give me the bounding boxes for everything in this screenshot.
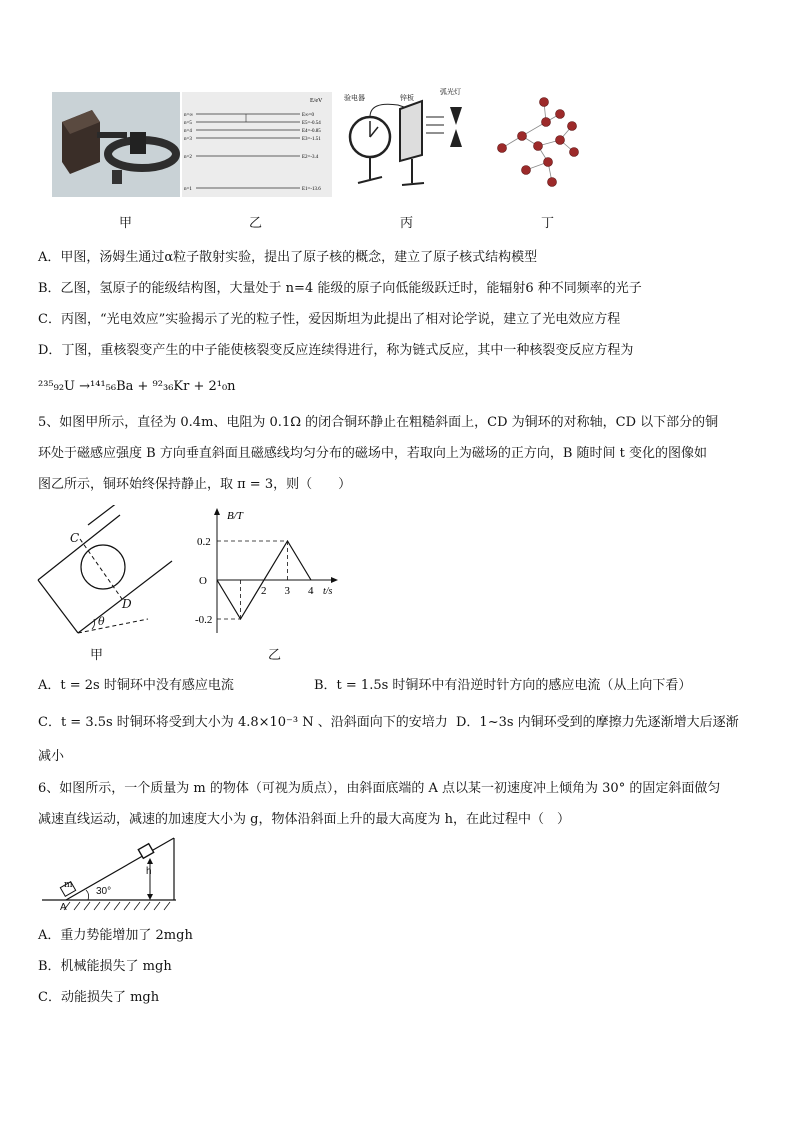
figure-yi-energy-levels bbox=[182, 92, 332, 197]
q6-stem-2: 减速直线运动，减速的加速度大小为 g，物体沿斜面上升的最大高度为 h，在此过程中（ ） bbox=[38, 812, 570, 827]
nucleus-node bbox=[556, 110, 565, 119]
electroscope-icon bbox=[340, 95, 470, 195]
nucleus-node bbox=[522, 166, 531, 175]
caption-jia: 甲 bbox=[119, 216, 133, 231]
q6-option-c: C．动能损失了 mgh bbox=[38, 990, 160, 1005]
x-axis-label: t/s bbox=[323, 586, 333, 597]
energy-level-e: E∞=0 bbox=[302, 113, 314, 118]
q5-option-b: B．t = 1.5s 时铜环中有沿逆时针方向的感应电流（从上向下看） bbox=[314, 678, 692, 693]
label-height: h bbox=[146, 866, 152, 877]
q5-stem-2: 环处于磁感应强度 B 方向垂直斜面且磁感线均匀分布的磁场中，若取向上为磁场的正方向，B 随时间 t 变化的图像如 bbox=[38, 446, 707, 461]
caption-yi: 乙 bbox=[249, 216, 263, 231]
energy-level-e: E2=-3.4 bbox=[302, 155, 319, 160]
q5-stem-3: 图乙所示，铜环始终保持静止，取 π = 3，则（ ） bbox=[38, 477, 352, 492]
caption-ding: 丁 bbox=[541, 216, 555, 231]
x-tick-label: 3 bbox=[284, 585, 290, 597]
nucleus-node bbox=[518, 132, 527, 141]
y-tick-label: -0.2 bbox=[195, 614, 213, 626]
chain-reaction-icon bbox=[482, 92, 602, 197]
energy-level-e: E1=-13.6 bbox=[302, 187, 321, 192]
q5-figure-jia bbox=[36, 505, 176, 640]
caption-q5-jia: 甲 bbox=[90, 648, 104, 663]
energy-level-n: n=∞ bbox=[184, 113, 193, 118]
label-arc-lamp: 弧光灯 bbox=[440, 88, 461, 96]
y-tick-label: 0.2 bbox=[197, 536, 211, 548]
x-tick-label: 4 bbox=[308, 585, 314, 597]
caption-bing: 丙 bbox=[400, 216, 414, 231]
caption-q5-yi: 乙 bbox=[268, 648, 282, 663]
x-tick-label: 2 bbox=[261, 585, 267, 597]
energy-level-n: n=4 bbox=[184, 129, 192, 134]
q6-incline-figure bbox=[40, 836, 180, 916]
y-axis-label: B/T bbox=[227, 510, 243, 522]
q4-option-a: A．甲图，汤姆生通过α粒子散射实验，提出了原子核的概念，建立了原子核式结构模型 bbox=[38, 250, 538, 265]
q4-fission-equation: ²³⁵₉₂U →¹⁴¹₅₆Ba + ⁹²₃₆Kr + 2¹₀n bbox=[38, 379, 236, 394]
label-angle: 30° bbox=[96, 886, 112, 897]
copper-ring bbox=[81, 545, 125, 589]
q5-option-d: D．1~3s 内铜环受到的摩擦力先逐渐增大后逐渐 bbox=[456, 715, 739, 730]
nucleus-node bbox=[534, 142, 543, 151]
nucleus-node bbox=[548, 178, 557, 187]
label-zinc-plate: 锌板 bbox=[400, 94, 414, 102]
q5-option-a: A．t = 2s 时铜环中没有感应电流 bbox=[38, 678, 234, 693]
q6-option-a: A．重力势能增加了 2mgh bbox=[38, 928, 193, 943]
label-electroscope: 验电器 bbox=[344, 94, 365, 102]
label-d: D bbox=[122, 597, 132, 611]
rutherford-apparatus-icon bbox=[52, 92, 180, 197]
q5-option-d-cont: 减小 bbox=[38, 749, 65, 764]
label-mass-m: m bbox=[64, 880, 73, 890]
energy-level-e: E5=-0.54 bbox=[302, 121, 321, 126]
q4-option-c: C．丙图，“光电效应”实验揭示了光的粒子性，爱因斯坦为此提出了相对论学说，建立了光电效应方程 bbox=[38, 312, 621, 327]
q5-option-c: C．t = 3.5s 时铜环将受到大小为 4.8×10⁻³ N 、沿斜面向下的安培力 bbox=[38, 715, 448, 730]
q4-option-d: D．丁图，重核裂变产生的中子能使核裂变反应连续得进行，称为链式反应，其中一种核裂变反应方程为 bbox=[38, 343, 634, 358]
nucleus-node bbox=[570, 148, 579, 157]
energy-level-n: n=1 bbox=[184, 187, 192, 192]
nucleus-node bbox=[542, 118, 551, 127]
label-theta: θ bbox=[98, 615, 105, 628]
energy-level-n: n=3 bbox=[184, 137, 192, 142]
energy-level-e: E4=-0.85 bbox=[302, 129, 321, 134]
q6-option-b: B．机械能损失了 mgh bbox=[38, 959, 172, 974]
figure-bing-photoelectric bbox=[340, 88, 470, 195]
nucleus-node bbox=[540, 98, 549, 107]
origin-label: O bbox=[199, 575, 207, 587]
nucleus-node bbox=[568, 122, 577, 131]
nucleus-node bbox=[556, 136, 565, 145]
q6-stem-1: 6、如图所示，一个质量为 m 的物体（可视为质点），由斜面底端的 A 点以某一初速度冲上倾角为 30° 的固定斜面做匀 bbox=[38, 781, 721, 796]
energy-level-n: n=5 bbox=[184, 121, 192, 126]
nucleus-node bbox=[498, 144, 507, 153]
figure-jia-photo bbox=[52, 92, 180, 197]
q5-figure-yi-graph bbox=[195, 505, 345, 640]
energy-level-e: E3=-1.51 bbox=[302, 137, 321, 142]
nucleus-node bbox=[544, 158, 553, 167]
label-c: C bbox=[70, 531, 80, 545]
label-point-a: A bbox=[60, 902, 67, 913]
q5-stem-1: 5、如图甲所示，直径为 0.4m、电阻为 0.1Ω 的闭合铜环静止在粗糙斜面上，CD 为铜环的对称轴，CD 以下部分的铜 bbox=[38, 415, 719, 430]
level-unit: E/eV bbox=[310, 98, 323, 104]
q4-option-b: B．乙图，氢原子的能级结构图，大量处于 n=4 能级的原子向低能级跃迁时，能辐射6 种不同频率的光子 bbox=[38, 281, 642, 296]
energy-level-n: n=2 bbox=[184, 155, 192, 160]
figure-ding-chain-reaction bbox=[482, 92, 602, 197]
